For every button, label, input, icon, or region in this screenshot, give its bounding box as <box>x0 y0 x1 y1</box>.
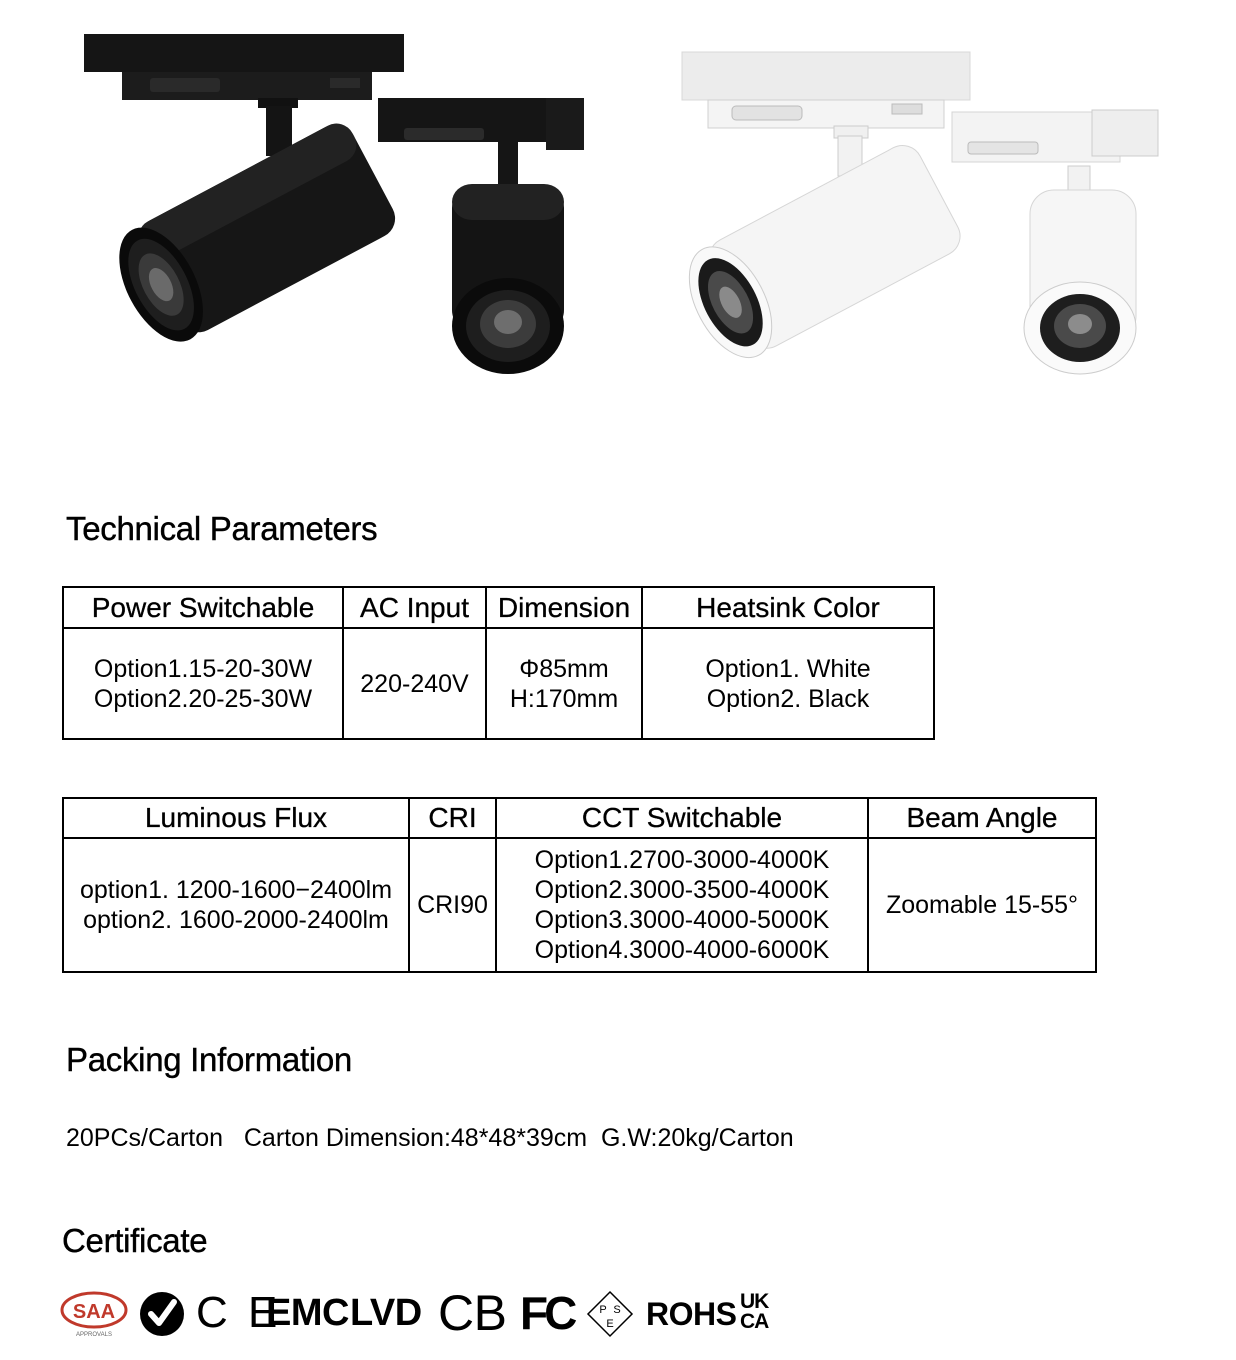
cell-beam-angle: Zoomable 15-55° <box>868 838 1096 972</box>
technical-parameters-title: Technical Parameters <box>66 510 378 547</box>
certificate-logos <box>60 1284 800 1344</box>
packing-details: 20PCs/Carton Carton Dimension:48*48*39cm G.W:20kg/Carton <box>66 1124 794 1152</box>
flux-option-2: option2. 1600-2000-2400lm <box>83 906 389 934</box>
heatsink-option-1: Option1. White <box>705 654 871 683</box>
cell-power <box>63 628 343 739</box>
cb-mark: CB <box>438 1285 507 1341</box>
cct-option-1: Option1.2700-3000-4000K <box>534 846 830 874</box>
ce-mark: C E <box>196 1288 282 1337</box>
spec-table-power <box>62 586 935 740</box>
header-heatsink-color: Heatsink Color <box>642 587 934 628</box>
emc-mark: EMC <box>266 1292 349 1334</box>
pse-diamond-icon <box>586 1290 634 1338</box>
pse-e: E <box>606 1318 614 1330</box>
cct-option-2: Option2.3000-3500-4000K <box>534 876 830 904</box>
cct-option-4: Option4.3000-4000-6000K <box>534 936 830 964</box>
saa-text: SAA <box>72 1301 116 1323</box>
header-ac-input: AC Input <box>343 587 486 628</box>
header-cct-switchable: CCT Switchable <box>496 798 868 838</box>
ukca-mark <box>740 1292 780 1332</box>
lvd-mark: LVD <box>350 1292 422 1334</box>
dimension-diameter: Φ85mm <box>519 654 609 683</box>
cell-heatsink <box>642 628 934 739</box>
spec-table-optics <box>62 797 1097 973</box>
pse-s: S <box>613 1304 621 1316</box>
packing-information-title: Packing Information <box>66 1041 352 1078</box>
white-track-light-small <box>952 110 1158 374</box>
saa-sub-text: APPROVALS <box>76 1332 112 1338</box>
pse-p: P <box>599 1304 607 1316</box>
header-luminous-flux: Luminous Flux <box>63 798 409 838</box>
power-option-2: Option2.20-25-30W <box>93 684 313 713</box>
rcm-check-icon <box>138 1290 186 1338</box>
power-option-1: Option1.15-20-30W <box>93 654 313 683</box>
ukca-top: UK <box>740 1290 769 1313</box>
black-track-light-small <box>378 98 584 374</box>
cell-cri: CRI90 <box>409 838 496 972</box>
saa-logo-icon <box>60 1290 128 1338</box>
cell-cct <box>496 838 868 972</box>
header-cri: CRI <box>409 798 496 838</box>
black-track-light-large <box>84 34 404 355</box>
ukca-bottom: CA <box>740 1310 769 1333</box>
white-track-light-large <box>672 52 970 371</box>
cell-flux <box>63 838 409 972</box>
heatsink-option-2: Option2. Black <box>706 684 870 713</box>
product-photos <box>0 0 1236 420</box>
cct-option-3: Option3.3000-4000-5000K <box>534 906 830 934</box>
cell-ac-input: 220-240V <box>343 628 486 739</box>
fc-mark: FC <box>520 1287 574 1339</box>
header-dimension: Dimension <box>486 587 642 628</box>
rohs-mark: ROHS <box>646 1296 737 1332</box>
header-power-switchable: Power Switchable <box>63 587 343 628</box>
dimension-height: H:170mm <box>509 684 619 713</box>
flux-option-1: option1. 1200-1600−2400lm <box>79 876 393 904</box>
cell-dimension <box>486 628 642 739</box>
certificate-title: Certificate <box>62 1222 208 1259</box>
header-beam-angle: Beam Angle <box>868 798 1096 838</box>
